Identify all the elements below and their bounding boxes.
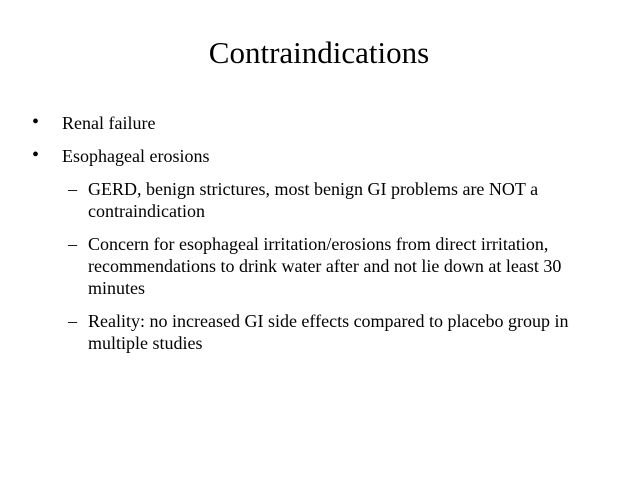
slide-title: Contraindications — [208, 35, 430, 70]
bullet-dot-icon: • — [32, 144, 40, 166]
bullet-text: Renal failure — [62, 113, 156, 133]
bullet-esophageal-erosions — [30, 145, 610, 167]
dash-icon: – — [68, 234, 77, 254]
subbullet-gerd — [30, 178, 610, 222]
slide-body — [30, 112, 610, 365]
subbullet-text: Reality: no increased GI side effects compared to placebo group in multiple studies — [88, 311, 569, 353]
bullet-renal-failure — [30, 112, 610, 134]
subbullet-reality — [30, 310, 610, 354]
bullet-dot-icon: • — [32, 111, 40, 133]
dash-icon: – — [68, 179, 77, 199]
subbullet-text: Concern for esophageal irritation/erosions from direct irritation, recommendations to drink water after and not lie down at least 30 minutes — [88, 234, 562, 298]
subbullet-text: GERD, benign strictures, most benign GI problems are NOT a contraindication — [88, 179, 539, 221]
bullet-text: Esophageal erosions — [62, 146, 210, 166]
dash-icon: – — [68, 311, 77, 331]
subbullet-irritation-concern — [30, 233, 610, 299]
